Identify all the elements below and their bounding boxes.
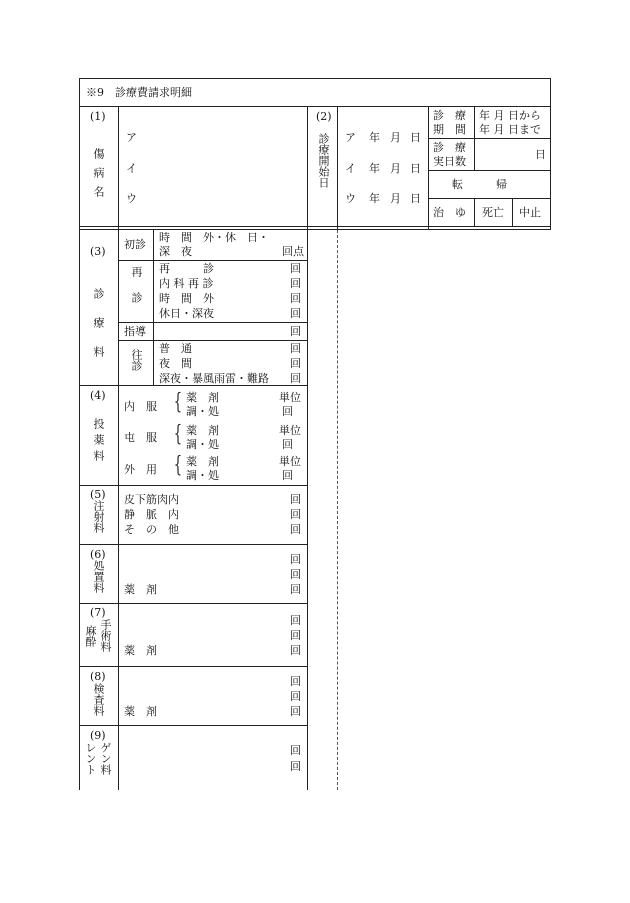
start-row-i-key: イ xyxy=(345,162,356,175)
shoshin-line2: 深 夜 xyxy=(159,245,192,258)
section-6-number: (6) xyxy=(90,548,106,561)
gaiyou-brace: { xyxy=(173,453,183,478)
start-row-i-day: 日 xyxy=(410,162,421,175)
s4-bottom xyxy=(79,485,307,486)
surgery-unit-3: 回 xyxy=(290,644,301,657)
section-8-number: (8) xyxy=(90,670,106,683)
start-date-label: 診療開始日 xyxy=(317,133,330,188)
border-top xyxy=(79,78,551,79)
saishin-row-1: 再 診 xyxy=(159,262,214,275)
procedure-unit-1: 回 xyxy=(290,553,301,566)
border-right-header xyxy=(550,78,551,229)
outcome-cured: 治 ゆ xyxy=(433,206,466,219)
surgery-drug: 薬 剤 xyxy=(124,644,157,657)
period-divider xyxy=(428,138,551,139)
s3-row-line-3 xyxy=(119,340,307,341)
start-label-line xyxy=(337,106,338,229)
gaiyou-dispense-unit: 回 xyxy=(282,469,293,482)
gaiyou-drug-unit: 単位 xyxy=(279,455,301,468)
start-row-a-year: 年 xyxy=(369,131,380,144)
naifuku-dispense-unit: 回 xyxy=(282,405,293,418)
gaiyou-label: 外 用 xyxy=(124,463,157,476)
saishin-label: 再 診 xyxy=(130,266,143,305)
tonpuku-drug-unit: 単位 xyxy=(279,424,301,437)
s8-bottom xyxy=(79,725,307,726)
period-mid-line xyxy=(474,106,475,170)
injection-unit-2: 回 xyxy=(290,508,301,521)
section-9-number: (9) xyxy=(90,729,106,742)
period-to: 年 月 日まで xyxy=(479,123,541,136)
section-6-label: 処置料 xyxy=(92,560,105,593)
detail-right-line xyxy=(307,106,308,790)
injection-row-2: 静 脈 内 xyxy=(124,508,179,521)
xray-unit-2: 回 xyxy=(290,760,301,773)
oushin-row-2: 夜 間 xyxy=(159,357,192,370)
section-4-label: 投薬料 xyxy=(92,418,105,466)
period-label-line1: 診 療 xyxy=(433,109,466,122)
tonpuku-dispense-unit: 回 xyxy=(282,438,293,451)
shido-label: 指導 xyxy=(124,325,146,338)
days-divider xyxy=(428,170,551,171)
period-from: 年 月 日から xyxy=(479,109,541,122)
saishin-row-2: 内 科 再 診 xyxy=(159,277,214,290)
section-9-label-col2: ゲン料 xyxy=(99,742,112,775)
section-7-label-col1: 麻酔 xyxy=(84,625,97,647)
section-7-label-col2: 手術料 xyxy=(99,619,112,652)
oushin-label: 往診 xyxy=(130,349,143,371)
start-row-u-day: 日 xyxy=(410,192,421,205)
test-unit-2: 回 xyxy=(290,690,301,703)
s3-bottom xyxy=(79,385,307,386)
section-8-label: 検査料 xyxy=(92,683,105,716)
outcome-split-1 xyxy=(474,198,475,226)
section-3-label: 診療料 xyxy=(92,288,105,375)
period-left-line xyxy=(428,106,429,229)
procedure-drug: 薬 剤 xyxy=(124,583,157,596)
days-label-line1: 診 療 xyxy=(433,141,466,154)
xray-unit-1: 回 xyxy=(290,744,301,757)
shoshin-line1: 時 間 外・休 日・ xyxy=(159,231,269,244)
oushin-row-1: 普 通 xyxy=(159,342,192,355)
start-row-i-month: 月 xyxy=(390,162,401,175)
days-unit: 日 xyxy=(535,148,546,161)
start-row-u-key: ウ xyxy=(345,192,356,205)
tonpuku-dispense: 調・処 xyxy=(186,438,219,451)
section-2-number: (2) xyxy=(316,110,332,123)
start-row-a-day: 日 xyxy=(410,131,421,144)
saishin-unit-4: 回 xyxy=(290,307,301,320)
s7-bottom xyxy=(79,666,307,667)
disease-item-i: イ xyxy=(126,162,137,175)
header-bottom xyxy=(79,226,551,227)
saishin-unit-3: 回 xyxy=(290,292,301,305)
oushin-unit-2: 回 xyxy=(290,357,301,370)
naifuku-drug-unit: 単位 xyxy=(279,391,301,404)
section-5-number: (5) xyxy=(90,488,106,501)
surgery-unit-2: 回 xyxy=(290,629,301,642)
shoshin-unit: 回点 xyxy=(282,245,304,258)
surgery-unit-1: 回 xyxy=(290,614,301,627)
disease-item-u: ウ xyxy=(126,192,137,205)
test-unit-1: 回 xyxy=(290,675,301,688)
start-row-a-key: ア xyxy=(345,131,356,144)
section-9-label-col1: レント xyxy=(84,742,97,775)
injection-row-1: 皮下筋肉内 xyxy=(124,493,179,506)
start-row-a-month: 月 xyxy=(390,131,401,144)
shido-unit: 回 xyxy=(290,325,301,338)
start-row-u-year: 年 xyxy=(369,192,380,205)
saishin-unit-1: 回 xyxy=(290,262,301,275)
disease-name-label: 傷病名 xyxy=(92,148,105,205)
outcome-stopped: 中止 xyxy=(519,206,541,219)
oushin-unit-3: 回 xyxy=(290,372,301,385)
section-5-label: 注射料 xyxy=(92,500,105,533)
procedure-unit-2: 回 xyxy=(290,568,301,581)
disease-item-a: ア xyxy=(126,131,137,144)
s5-bottom xyxy=(79,544,307,545)
procedure-unit-3: 回 xyxy=(290,583,301,596)
title-divider xyxy=(79,106,551,107)
header-second-line xyxy=(79,229,551,230)
outcome-label: 転 帰 xyxy=(452,178,507,191)
injection-unit-3: 回 xyxy=(290,523,301,536)
saishin-row-4: 休日・深夜 xyxy=(159,307,214,320)
section-4-number: (4) xyxy=(90,389,106,402)
gaiyou-dispense: 調・処 xyxy=(186,469,219,482)
outcome-divider xyxy=(428,198,551,199)
gaiyou-drug: 薬 剤 xyxy=(186,455,219,468)
saishin-row-3: 時 間 外 xyxy=(159,292,214,305)
outcome-death: 死亡 xyxy=(482,206,504,219)
naifuku-brace: { xyxy=(173,390,183,415)
dashed-divider xyxy=(337,230,338,790)
injection-unit-1: 回 xyxy=(290,493,301,506)
border-left xyxy=(79,78,80,790)
form-title: ※9 診療費請求明細 xyxy=(86,86,192,99)
s3-row-line-2 xyxy=(119,322,307,323)
shoshin-label: 初診 xyxy=(124,238,146,251)
oushin-row-3: 深夜・暴風雨雷・難路 xyxy=(159,372,269,385)
s3-row-line-1 xyxy=(119,260,307,261)
test-drug: 薬 剤 xyxy=(124,705,157,718)
oushin-unit-1: 回 xyxy=(290,342,301,355)
tonpuku-label: 屯 服 xyxy=(124,431,157,444)
s6-bottom xyxy=(79,603,307,604)
outcome-split-2 xyxy=(512,198,513,226)
section-1-number: (1) xyxy=(90,110,106,123)
saishin-unit-2: 回 xyxy=(290,277,301,290)
naifuku-label: 内 服 xyxy=(124,400,157,413)
start-row-i-year: 年 xyxy=(369,162,380,175)
injection-row-3: そ の 他 xyxy=(124,523,179,536)
tonpuku-drug: 薬 剤 xyxy=(186,424,219,437)
days-label-line2: 実日数 xyxy=(433,155,466,168)
tonpuku-brace: { xyxy=(173,422,183,447)
naifuku-dispense: 調・処 xyxy=(186,405,219,418)
test-unit-3: 回 xyxy=(290,705,301,718)
section-3-number: (3) xyxy=(90,245,106,258)
period-label-line2: 期 間 xyxy=(433,123,466,136)
naifuku-drug: 薬 剤 xyxy=(186,391,219,404)
label-column-line xyxy=(118,106,119,790)
section-7-number: (7) xyxy=(90,606,106,619)
start-row-u-month: 月 xyxy=(390,192,401,205)
s3-sub-line xyxy=(153,229,154,385)
